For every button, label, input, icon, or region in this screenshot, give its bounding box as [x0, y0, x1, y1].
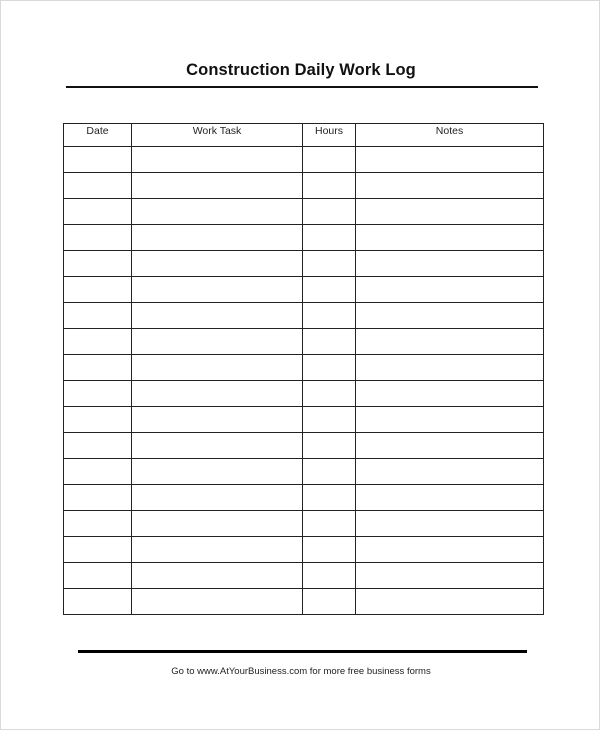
footer-note: Go to www.AtYourBusiness.com for more free business forms [171, 666, 431, 677]
hours-cell[interactable] [303, 355, 356, 381]
work-task-cell[interactable] [132, 147, 303, 173]
page-title: Construction Daily Work Log [186, 61, 416, 79]
table-body [64, 147, 544, 615]
date-cell[interactable] [64, 563, 132, 589]
date-cell[interactable] [64, 485, 132, 511]
hours-cell[interactable] [303, 485, 356, 511]
date-cell[interactable] [64, 251, 132, 277]
date-cell[interactable] [64, 199, 132, 225]
notes-cell[interactable] [356, 225, 544, 251]
header-hours: Hours [303, 124, 356, 147]
notes-cell[interactable] [356, 589, 544, 615]
hours-cell[interactable] [303, 381, 356, 407]
notes-cell[interactable] [356, 511, 544, 537]
notes-cell[interactable] [356, 173, 544, 199]
date-cell[interactable] [64, 407, 132, 433]
notes-cell[interactable] [356, 381, 544, 407]
notes-cell[interactable] [356, 355, 544, 381]
table-row [64, 277, 544, 303]
table-row [64, 303, 544, 329]
hours-cell[interactable] [303, 511, 356, 537]
table-row [64, 199, 544, 225]
date-cell[interactable] [64, 381, 132, 407]
hours-cell[interactable] [303, 433, 356, 459]
work-task-cell[interactable] [132, 199, 303, 225]
notes-cell[interactable] [356, 485, 544, 511]
table-row [64, 433, 544, 459]
hours-cell[interactable] [303, 173, 356, 199]
table-row [64, 251, 544, 277]
table-row [64, 225, 544, 251]
work-task-cell[interactable] [132, 173, 303, 199]
work-task-cell[interactable] [132, 277, 303, 303]
table-row [64, 147, 544, 173]
hours-cell[interactable] [303, 537, 356, 563]
work-task-cell[interactable] [132, 433, 303, 459]
table-row [64, 485, 544, 511]
work-task-cell[interactable] [132, 459, 303, 485]
notes-cell[interactable] [356, 277, 544, 303]
date-cell[interactable] [64, 537, 132, 563]
date-cell[interactable] [64, 225, 132, 251]
hours-cell[interactable] [303, 251, 356, 277]
date-cell[interactable] [64, 459, 132, 485]
date-cell[interactable] [64, 433, 132, 459]
work-task-cell[interactable] [132, 537, 303, 563]
notes-cell[interactable] [356, 459, 544, 485]
hours-cell[interactable] [303, 277, 356, 303]
header-notes: Notes [356, 124, 544, 147]
hours-cell[interactable] [303, 589, 356, 615]
notes-cell[interactable] [356, 199, 544, 225]
date-cell[interactable] [64, 511, 132, 537]
date-cell[interactable] [64, 303, 132, 329]
table-row [64, 563, 544, 589]
notes-cell[interactable] [356, 433, 544, 459]
work-task-cell[interactable] [132, 511, 303, 537]
work-task-cell[interactable] [132, 485, 303, 511]
hours-cell[interactable] [303, 459, 356, 485]
hours-cell[interactable] [303, 563, 356, 589]
table-row [64, 537, 544, 563]
date-cell[interactable] [64, 355, 132, 381]
work-task-cell[interactable] [132, 589, 303, 615]
work-task-cell[interactable] [132, 303, 303, 329]
hours-cell[interactable] [303, 147, 356, 173]
date-cell[interactable] [64, 589, 132, 615]
table-row [64, 407, 544, 433]
work-task-cell[interactable] [132, 329, 303, 355]
work-task-cell[interactable] [132, 381, 303, 407]
title-underline [66, 86, 538, 88]
work-task-cell[interactable] [132, 407, 303, 433]
table-header-row [64, 124, 544, 147]
notes-cell[interactable] [356, 251, 544, 277]
date-cell[interactable] [64, 173, 132, 199]
date-cell[interactable] [64, 147, 132, 173]
notes-cell[interactable] [356, 329, 544, 355]
header-work-task: Work Task [132, 124, 303, 147]
hours-cell[interactable] [303, 303, 356, 329]
hours-cell[interactable] [303, 329, 356, 355]
work-task-cell[interactable] [132, 251, 303, 277]
date-cell[interactable] [64, 329, 132, 355]
notes-cell[interactable] [356, 407, 544, 433]
notes-cell[interactable] [356, 537, 544, 563]
table-row [64, 329, 544, 355]
work-task-cell[interactable] [132, 355, 303, 381]
work-log-table [63, 123, 544, 615]
header-date: Date [64, 124, 132, 147]
hours-cell[interactable] [303, 199, 356, 225]
notes-cell[interactable] [356, 303, 544, 329]
table-row [64, 589, 544, 615]
footer-rule [78, 650, 527, 653]
work-task-cell[interactable] [132, 563, 303, 589]
work-task-cell[interactable] [132, 225, 303, 251]
notes-cell[interactable] [356, 147, 544, 173]
table-row [64, 511, 544, 537]
hours-cell[interactable] [303, 407, 356, 433]
table-row [64, 355, 544, 381]
hours-cell[interactable] [303, 225, 356, 251]
table-row [64, 381, 544, 407]
table-row [64, 459, 544, 485]
date-cell[interactable] [64, 277, 132, 303]
notes-cell[interactable] [356, 563, 544, 589]
table-row [64, 173, 544, 199]
